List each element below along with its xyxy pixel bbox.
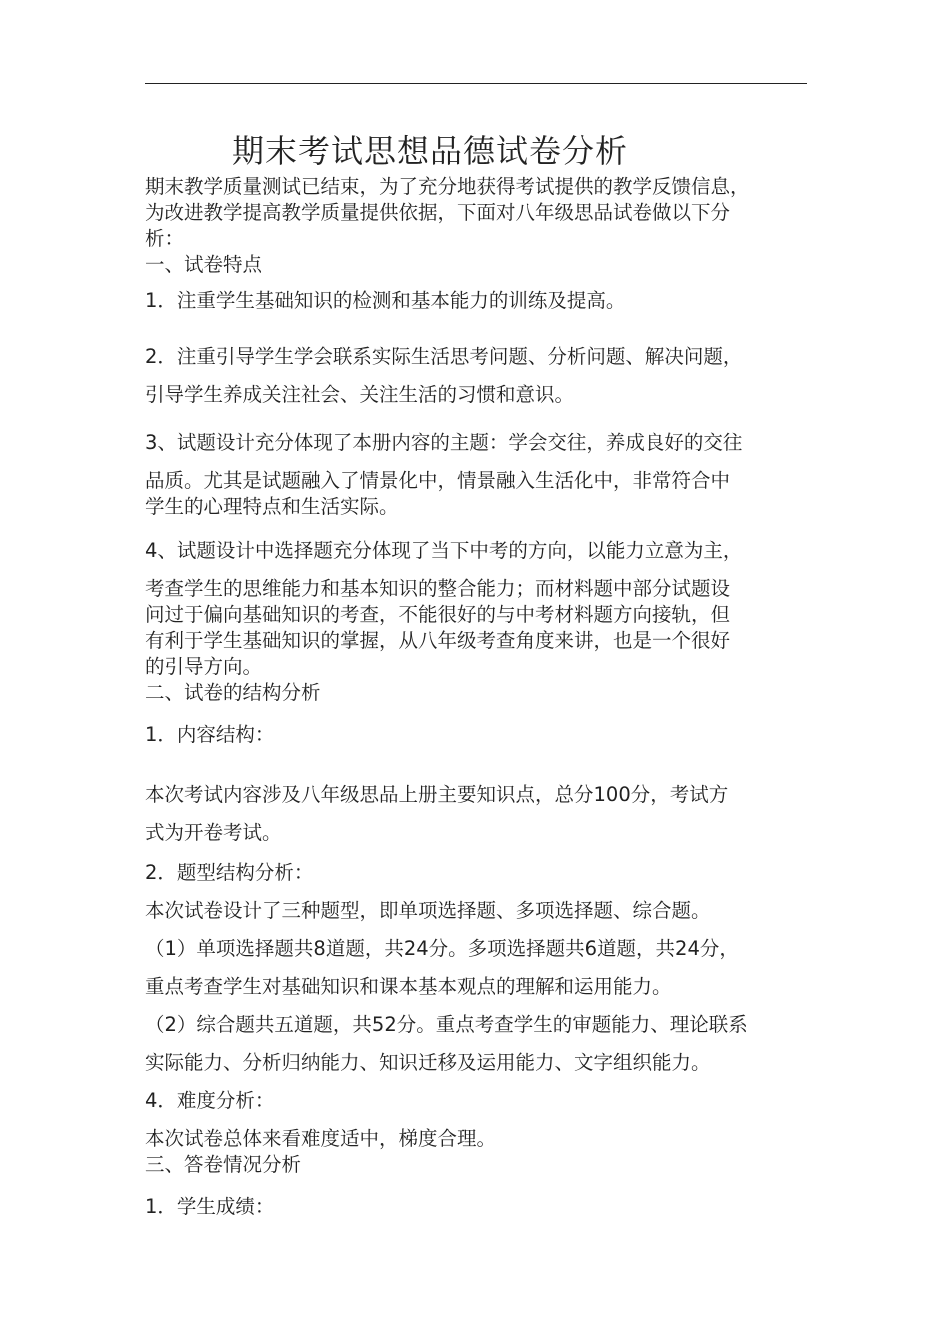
header-rule bbox=[145, 83, 807, 84]
item-line: 3、试题设计充分体现了本册内容的主题：学会交往，养成良好的交往 bbox=[145, 431, 743, 454]
item-line: 的引导方向。 bbox=[145, 655, 263, 678]
subheading-question-types: 2．题型结构分析： bbox=[145, 861, 314, 884]
feature-item-4 bbox=[145, 532, 825, 680]
difficulty-text: 本次试卷总体来看难度适中，梯度合理。 bbox=[145, 1127, 497, 1150]
item-line: 2．注重引导学生学会联系实际生活思考问题、分析问题、解决问题， bbox=[145, 345, 743, 368]
item-line: 问过于偏向基础知识的考查，不能很好的与中考材料题方向接轨，但 bbox=[145, 603, 731, 626]
subheading-content-structure: 1．内容结构： bbox=[145, 723, 275, 746]
question-types-part-1 bbox=[145, 930, 825, 1006]
text-line: （2）综合题共五道题，共52分。重点考查学生的审题能力、理论联系 bbox=[145, 1013, 748, 1036]
item-line: 品质。尤其是试题融入了情景化中，情景融入生活化中，非常符合中 bbox=[145, 469, 731, 492]
item-line: 有利于学生基础知识的掌握，从八年级考查角度来讲，也是一个很好 bbox=[145, 629, 731, 652]
intro-paragraph bbox=[145, 174, 825, 252]
section-heading-1: 一、试卷特点 bbox=[145, 253, 263, 276]
text-line: 本次考试内容涉及八年级思品上册主要知识点，总分100分，考试方 bbox=[145, 783, 729, 806]
intro-line: 析： bbox=[145, 227, 185, 250]
intro-line: 为改进教学提高教学质量提供依据，下面对八年级思品试卷做以下分 bbox=[145, 201, 731, 224]
item-line: 引导学生养成关注社会、关注生活的习惯和意识。 bbox=[145, 383, 575, 406]
document-title: 期末考试思想品德试卷分析 bbox=[232, 132, 629, 170]
document-body bbox=[145, 174, 825, 1220]
intro-line: 期末教学质量测试已结束，为了充分地获得考试提供的教学反馈信息， bbox=[145, 175, 750, 198]
question-types-part-2 bbox=[145, 1006, 825, 1082]
item-line: 4、试题设计中选择题充分体现了当下中考的方向，以能力立意为主， bbox=[145, 539, 743, 562]
item-line: 学生的心理特点和生活实际。 bbox=[145, 495, 399, 518]
feature-item-1: 1．注重学生基础知识的检测和基本能力的训练及提高。 bbox=[145, 289, 626, 312]
subheading-student-scores: 1．学生成绩： bbox=[145, 1195, 275, 1218]
text-line: （1）单项选择题共8道题，共24分。多项选择题共6道题，共24分， bbox=[145, 937, 739, 960]
content-structure-text bbox=[145, 776, 825, 852]
text-line: 式为开卷考试。 bbox=[145, 821, 282, 844]
text-line: 实际能力、分析归纳能力、知识迁移及运用能力、文字组织能力。 bbox=[145, 1051, 711, 1074]
subheading-difficulty: 4．难度分析： bbox=[145, 1089, 275, 1112]
item-line: 考查学生的思维能力和基本知识的整合能力；而材料题中部分试题设 bbox=[145, 577, 731, 600]
text-line: 重点考查学生对基础知识和课本基本观点的理解和运用能力。 bbox=[145, 975, 672, 998]
section-heading-3: 三、答卷情况分析 bbox=[145, 1153, 302, 1176]
question-types-text: 本次试卷设计了三种题型，即单项选择题、多项选择题、综合题。 bbox=[145, 899, 711, 922]
feature-item-3 bbox=[145, 424, 825, 520]
section-heading-2: 二、试卷的结构分析 bbox=[145, 681, 321, 704]
feature-item-2 bbox=[145, 338, 825, 414]
